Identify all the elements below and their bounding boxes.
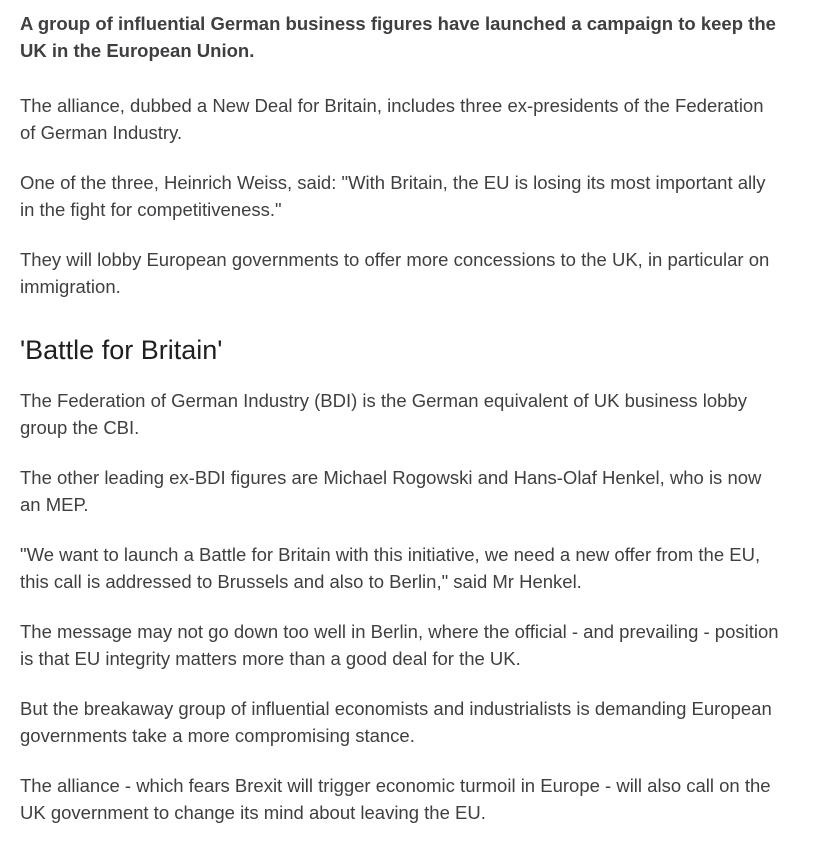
article-paragraph: The alliance, dubbed a New Deal for Britain, includes three ex-presidents of the Federation of German Industry. (20, 95, 764, 143)
article-paragraph: The other leading ex-BDI figures are Michael Rogowski and Hans-Olaf Henkel, who is now an MEP. (20, 467, 762, 515)
article-paragraph: They will lobby European governments to offer more concessions to the UK, in particular on immigration. (20, 249, 770, 297)
article-paragraph: "We want to launch a Battle for Britain with this initiative, we need a new offer from the EU, this call is addressed to Brussels and also to Berlin," said Mr Henkel. (20, 544, 761, 592)
article-paragraph: But the breakaway group of influential economists and industrialists is demanding European governments take a more compromising stance. (20, 698, 772, 746)
article-paragraph: The message may not go down too well in Berlin, where the official - and prevailing - position is that EU integrity matters more than a good deal for the UK. (20, 621, 779, 669)
article-paragraph: The Federation of German Industry (BDI) is the German equivalent of UK business lobby group the CBI. (20, 390, 747, 438)
article-body (20, 10, 780, 849)
article-paragraph: One of the three, Heinrich Weiss, said: "With Britain, the EU is losing its most important ally in the fight for competitiveness." (20, 172, 766, 220)
section-subheading: 'Battle for Britain' (20, 335, 223, 365)
article-lede: A group of influential German business figures have launched a campaign to keep the UK in the European Union. (20, 13, 776, 61)
article-paragraph: The alliance - which fears Brexit will trigger economic turmoil in Europe - will also call on the UK government to change its mind about leaving the EU. (20, 775, 771, 823)
